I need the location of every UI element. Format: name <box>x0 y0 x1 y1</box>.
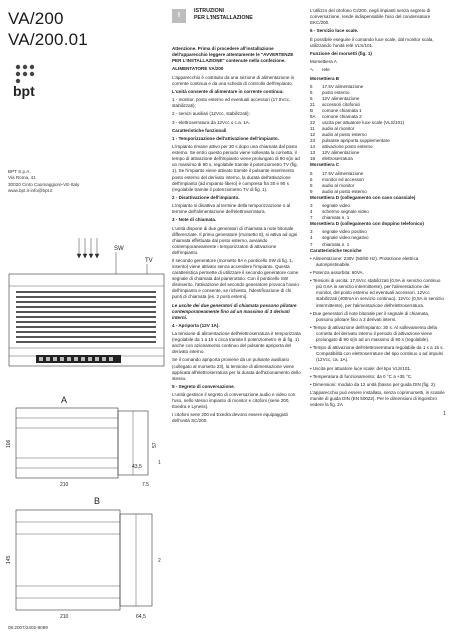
terminal-number: 22 <box>310 120 316 126</box>
tech-item: • Tensioni di uscita: 17,5Vcc stabilizzati (0,9A in servizio continuo più 0,6A in servizio intermittente), per l'alimentazione dei monitor, del posto esterno ed eventuali accessori. 12Vcc stabilizzati (400mA in servizio continuo). 12Vcc (0,5A in servizio intermittente), per l'alimentazione dell'elettroserratura. <box>310 278 444 308</box>
terminal-description: chiamata n. 1 <box>322 241 350 247</box>
tech-item: • Tempo di attivazione dell'elettroserratura regolabile da 1 s a 15 s. Compatibilità con elettroserrature del tipo continuo o ad impulsi (12Vcc, ca. 1A). <box>310 345 444 363</box>
figure-2-module-b <box>6 492 166 620</box>
terminal-description: 12V alimentazione <box>322 150 360 156</box>
dim-a-d1: 43,5 <box>132 464 142 470</box>
f3-text: L'unità dispone di due generatori di chiamata a note bitonale differenziate. Il primo generatore (morsetto 8), si attiva ad ogni chiamata effettuata dal posto esterno, avviando contemporaneamente i temporizzatori di attivazione dell'impianto. <box>172 225 298 255</box>
terminal-number: 6 <box>310 89 313 95</box>
tech-item: • Dimensioni: modulo da 12 unità (basso per guida DIN (fig. 2). <box>310 382 437 388</box>
closing-text: L'apparecchio può essere installato, senza coprimorsetti, in scatole munite di guida DIN (EN 50022). Per le dimensioni di ingombro vedere la fig. 2A <box>310 390 445 408</box>
terminal-description: comune chiamata 1 <box>322 107 362 113</box>
company-city: 30020 Cinto Caomaggiore-VE-Italy <box>8 181 80 187</box>
terminal-description: elettroserratura <box>322 156 353 162</box>
terminal-number: 4 <box>310 235 313 241</box>
terminal-description: uscita per attuatore luce scale (VLS/101) <box>322 120 405 126</box>
company-street: Via Roma, 41 <box>8 175 36 181</box>
module-a-label: A <box>61 395 68 405</box>
td2-title: Morsettiera D (collegamento con doppino telefonico) <box>310 221 424 227</box>
tb-list <box>310 84 446 163</box>
terminal-number: 5 <box>310 83 313 89</box>
title-line-1: VA/200 <box>8 9 64 28</box>
svg-text:bpt: bpt <box>13 83 35 99</box>
terms-title: Funzione dei morsetti (fig. 1) <box>310 50 372 56</box>
dim-b-d1: 64,5 <box>136 614 146 620</box>
terminal-description: posto esterno <box>322 89 350 95</box>
ta-row <box>310 67 446 73</box>
terminal-description: 12V alimentazione <box>322 95 360 101</box>
f6-text: È possibile eseguire il comando luce scale, dal monitor scala, utilizzando l'unità relè VLS/101. <box>310 36 434 48</box>
figure-1-device <box>6 196 166 486</box>
ta-title: Morsettiera A <box>310 59 337 65</box>
f2-title: 2 - Disattivazione dell'impianto. <box>172 194 240 200</box>
company-address <box>8 169 79 195</box>
dim-a-width: 210 <box>60 482 69 486</box>
terminal-number: 9 <box>310 188 313 194</box>
title-line-2: VA/200.01 <box>8 30 88 49</box>
page-title <box>8 8 88 50</box>
tech-title: Caratteristiche tecniche <box>310 247 362 253</box>
f4-title: 4 - Apriporta (12V 1A). <box>172 322 220 328</box>
terminal-description: attivazione posto esterno <box>322 144 373 150</box>
ac-icon: ∿ <box>310 67 314 73</box>
tc-list <box>310 171 446 195</box>
heading-line-1: ISTRUZIONI <box>194 8 225 14</box>
output-3: 3 - elettroserratura da 12Vcc o c.a. 1A. <box>172 119 251 125</box>
warning-text: Attenzione. Prima di procedere all'installazione dell'apparecchio leggere attentamente le "AVVERTENZE PER L'INSTALLAZIONE" contenute nella confezione. <box>172 46 294 64</box>
page-num-left-bottom: 2 <box>158 558 161 564</box>
terminal-description: audio al posto esterno <box>322 188 367 194</box>
terminal-number: 23 <box>310 138 316 144</box>
f6-title: 6 - Servizio luce scale. <box>310 28 359 34</box>
output-2: 2 - servizi ausiliari (12Vcc, stabilizzati); <box>172 111 250 117</box>
tc-title: Morsettiera C <box>310 162 340 168</box>
page-num-left-top: 1 <box>158 460 161 466</box>
tb-title: Morsettiera B <box>310 75 340 81</box>
dim-a-d3: 57 <box>152 442 158 448</box>
dim-a-d2: 7,5 <box>142 482 149 486</box>
td2-list <box>310 229 446 247</box>
tv-label: TV <box>145 258 153 264</box>
col3-intro: L'utilizzo del citofono CI/200, negli impianti senza segreto di conversazione, rende indispensabile l'uso del condensatore EKC/200. <box>310 8 431 26</box>
company-web: www.bpt.it-info@bpt.it <box>8 188 53 194</box>
terminal-number: 8 <box>310 182 313 188</box>
func-title: Caratteristiche funzionali <box>172 127 227 133</box>
terminal-description: comune chiamata 2 <box>322 114 362 120</box>
f4-text-2: Se il comando apriporta proviene da un pulsante ausiliario (collegato al morsetto 23), la tensione di alimentazione viene applicata all'elettroserratura per la durata dell'azionamento dello stesso. <box>172 357 301 381</box>
f3-note: Le uscite dei due generatori di chiamata possono pilotare contemporaneamente fino ad un massimo di 3 derivati interni. <box>172 302 297 320</box>
terminal-number: 5 <box>310 170 313 176</box>
f4-text: La tensione di alimentazione dell'elettroserratura è temporizzata (regolabile da 1 a 15 s circa tramite il potenziometro ⊖ di fig. 1) anche con azionamento continuo del pulsante apriporta del derivato interno. <box>172 331 301 355</box>
tech-item: • Temperatura di funzionamento: da 0 °C a +35 °C. <box>310 373 413 379</box>
terminal-description: 17.5V alimentazione <box>322 170 364 176</box>
f3-title: 3 - Note di chiamata. <box>172 217 217 223</box>
terminal-number: 12 <box>310 132 316 138</box>
terminal-number: 7 <box>310 241 313 247</box>
language-badge: I <box>172 9 186 23</box>
tech-item: • Potenza assorbita: 60VA. <box>310 270 364 276</box>
terminal-number: 13 <box>310 150 316 156</box>
terminal-description: pulsante apriporta supplementare <box>322 138 390 144</box>
terminal-description: accessori citofonici <box>322 101 361 107</box>
heading-line-2: PER L'INSTALLAZIONE <box>194 14 253 21</box>
terminal-number: 7 <box>310 215 313 221</box>
output-1: 1 - monitor, posto esterno ed eventuali accessori (17.5Vcc, stabilizzati); <box>172 97 291 109</box>
instructions-heading <box>194 8 253 21</box>
terminal-number: 3 <box>310 229 313 235</box>
terminal-description: audio al posto esterno <box>322 132 367 138</box>
supply-title: ALIMENTATORE VA/200 <box>172 66 224 72</box>
terminal-number: 8A <box>310 114 316 120</box>
terminal-number: 14 <box>310 144 316 150</box>
tech-list <box>310 256 446 388</box>
tech-item: • Alimentazione: 230V (50/60 Hz). Protezione elettrica autoripristinabile. <box>310 255 419 267</box>
ta-net: rete <box>322 67 330 73</box>
module-b-label: B <box>94 496 101 506</box>
page-num-right: 1 <box>443 410 446 417</box>
terminal-description: chiamata n. 1 <box>322 215 350 221</box>
footer-code: 08.2007/2402-8089 <box>8 625 48 630</box>
f3-text-2: Il secondo generatore (morsetto 8A e ponticello SW di fig. 1, inserito) viene attivato senza accendere l'impianto. Questa caratteristica permette di utilizzare il secondo generatore come segnale di chiamata dal pianerottolo. Con il ponticello SW disinserito, l'attivazione del secondo generatore provoca l'avvio dell'impianto e consente, se richiesto, l'identificazione di chi punti di chiamata (es. 2 posti esterni). <box>172 258 299 300</box>
supply-outputs: L'unità consente di alimentare in corrente continua: <box>172 88 284 94</box>
terminal-number: 4 <box>310 209 313 215</box>
f5-text-2: I citofoni serie 200 ed Exedra devono essere equipaggiati dell'unità SC/200. <box>172 412 288 424</box>
dim-b-height: 145 <box>6 555 12 564</box>
f1-text: L'impianto rimane attivo per 30 s dopo una chiamata dal posto esterno. Se entro questo periodo viene sollevata la cornetta, il tempo di attivazione dell'impianto viene prolungato di 90 s(in ad un massimo di 90 s, regolabile tramite il potenziometro TV (fig. 1). Se l'impianto viene attivato tramite il pulsante inserimento posto esterno del derivato interno, la durata dell'attivazione dell'impianto (ad impianto libero) è compresa fra 30 e 90 s (regolabile tramite il potenziometro TV di fig. 1). <box>172 144 300 192</box>
terminal-number: 6 <box>310 176 313 182</box>
terminal-description: audio al monitor <box>322 126 355 132</box>
td-title: Morsettiera D (collegamento con cavo coassiale) <box>310 194 416 200</box>
bpt-logo <box>10 60 50 100</box>
terminal-description: monitor ed accessori <box>322 176 364 182</box>
dim-b-width: 210 <box>60 614 69 620</box>
company-name: BPT S.p.A. <box>8 169 31 174</box>
tech-item: • Uscita per attuatore luce scale: del tipo VLS/101. <box>310 365 412 371</box>
column-2 <box>172 46 302 427</box>
column-3 <box>310 8 446 417</box>
terminal-number: 21 <box>310 101 316 107</box>
terminal-description: audio al monitor <box>322 182 355 188</box>
f2-text: L'impianto si disattiva al termine della temporizzazione o al termine dell'alimentazione dell'elettroserratura. <box>172 203 291 215</box>
terminal-number: 5 <box>310 95 313 101</box>
f5-text: L'unità gestisce il segreto di conversazione audio e video con l'uso, nello stesso impianto di monitor e citofoni (serie 200, Exedra e Lyness). <box>172 392 296 410</box>
td-list <box>310 203 446 221</box>
terminal-description: segnale video positivo <box>322 229 367 235</box>
f1-title: 1 - Temporizzazione dell'attivazione dell'impianto. <box>172 136 279 142</box>
supply-text: L'apparecchio è costituito da una sezione di alimentazione in corrente continua e da una scheda di controllo dell'impianto. <box>172 74 295 86</box>
terminal-number: 18 <box>310 156 316 162</box>
sw-label: SW <box>114 246 124 252</box>
terminal-number: 3 <box>310 203 313 209</box>
tech-item: • Tempo di attivazione dell'impianto: 30 s. Al sollevamento della cornetta del derivato interno il periodo di attivazione viene prolungato di 90 s(in ad un massimo di 90 s (regolabile). <box>310 325 437 343</box>
f5-title: 5 - Segreto di conversazione. <box>172 383 235 389</box>
terminal-number: B <box>310 107 314 113</box>
terminal-description: schermo segnale video <box>322 209 369 215</box>
dim-a-height: 106 <box>6 439 12 448</box>
terminal-description: segnale video <box>322 203 351 209</box>
terminal-description: segnale video negativo <box>322 235 369 241</box>
terminal-description: 17.5V alimentazione <box>322 83 364 89</box>
tech-item: • Due generatori di note bitonale per il segnale di chiamata, possono pilotare fino a 3 derivati interni. <box>310 310 430 322</box>
terminal-number: 11 <box>310 126 315 132</box>
